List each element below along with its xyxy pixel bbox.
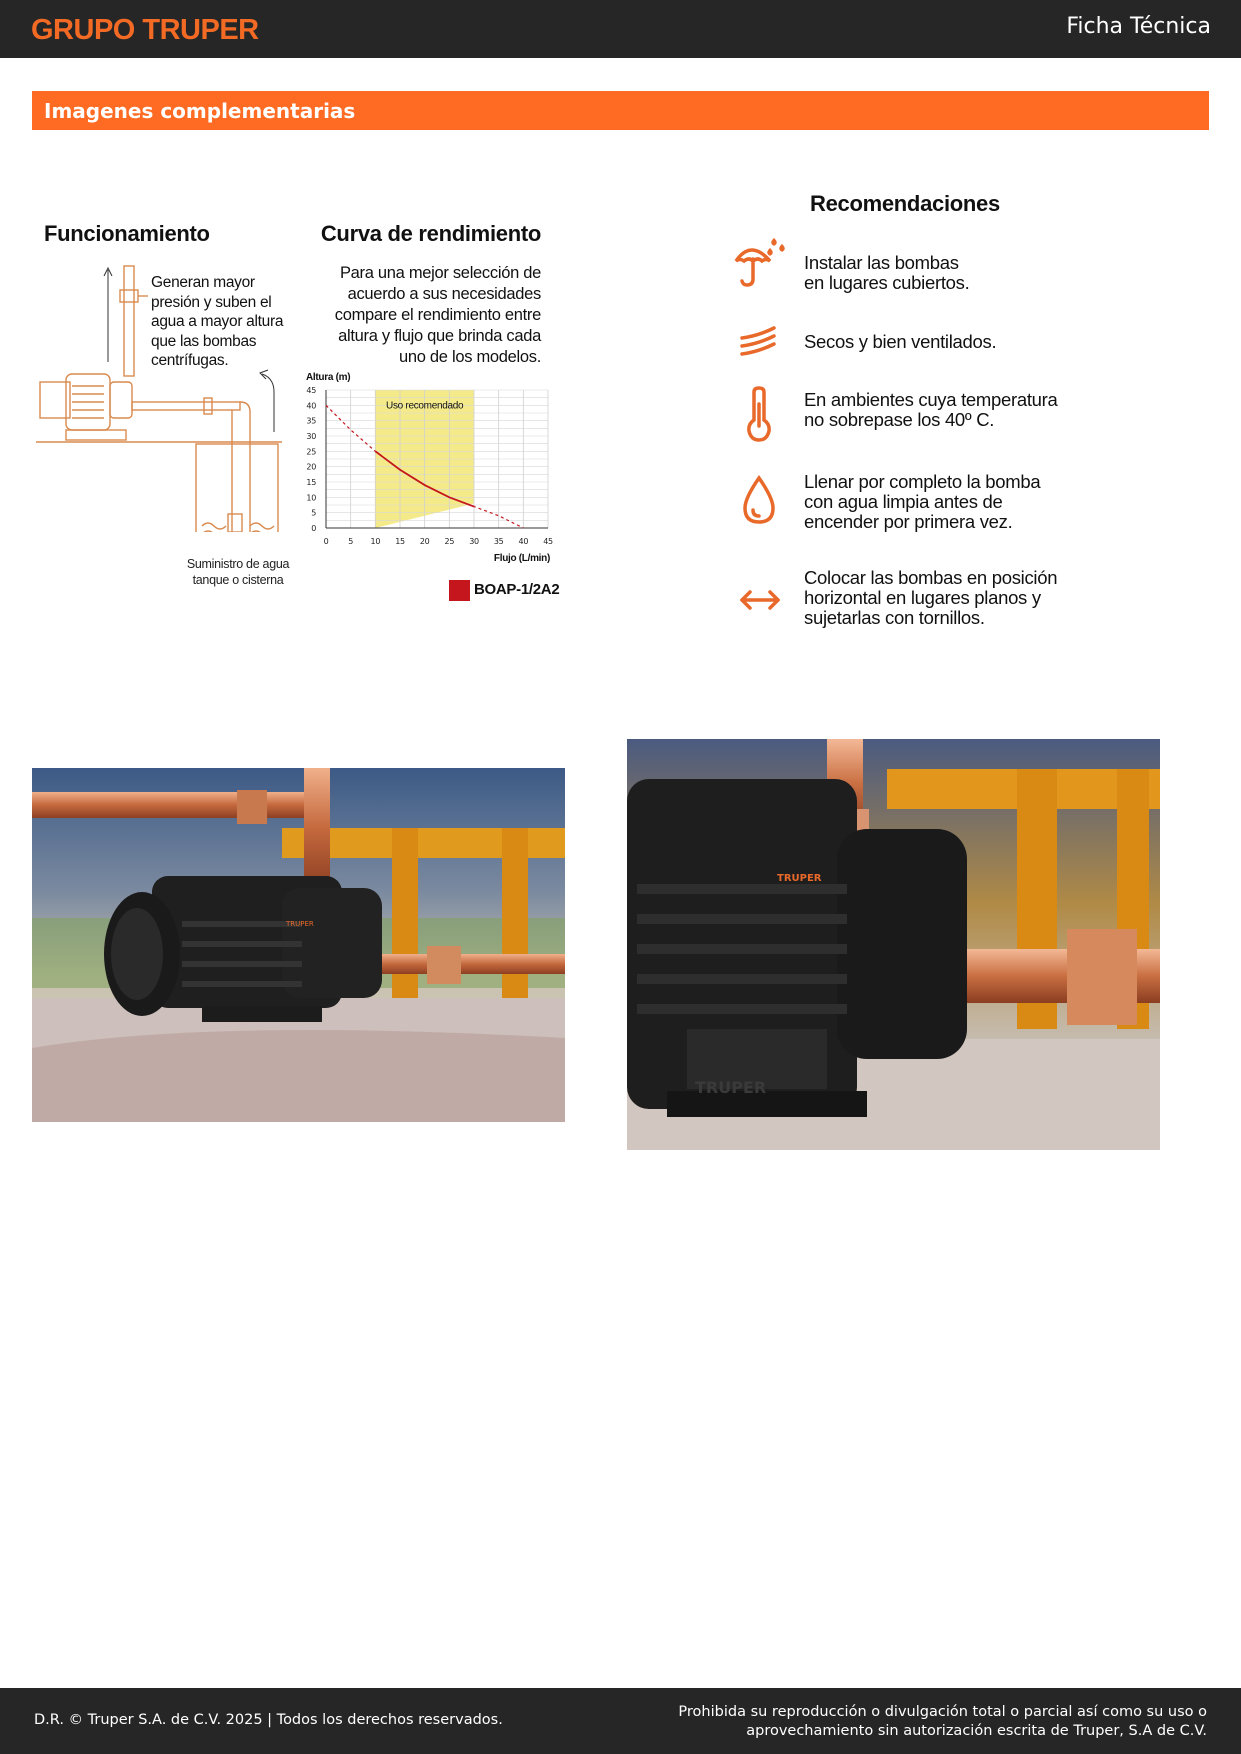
x-tick-label: 15 [395,537,405,546]
x-axis-label: Flujo (L/min) [493,553,550,564]
y-tick-label: 30 [306,432,316,441]
page-header [0,0,1241,58]
document-title: Ficha Técnica [1066,14,1211,39]
footer-disclaimer: Prohibida su reproducción o divulgación total o parcial así como su uso o aprovechamiento sin autorización escrita de Truper, S.A de C.V. [678,1704,1207,1739]
recommendation-text: Instalar las bombas en lugares cubiertos. [804,252,970,293]
funcionamiento-description: Generan mayor presión y suben el agua a mayor altura que las bombas centrífugas. [151,274,284,369]
y-tick-label: 35 [306,416,316,426]
caption-line-2: tanque o cisterna [192,573,284,587]
section-title: Imagenes complementarias [44,99,356,123]
photo-body-mark: TRUPER [695,1078,767,1097]
product-photo-right [627,739,1160,1150]
footer-copyright: D.R. © Truper S.A. de C.V. 2025 | Todos los derechos reservados. [34,1712,503,1728]
water-drop-icon [730,472,788,530]
x-tick-label: 10 [370,537,381,546]
product-photo-left-image [32,768,565,1122]
performance-chart [300,368,556,568]
legend-swatch [449,580,470,601]
legend-label: BOAP-1/2A2 [474,581,560,598]
recommendation-text: Llenar por completo la bomba con agua limpia antes de encender por primera vez. [804,471,1041,532]
y-tick-label: 5 [311,508,316,518]
x-tick-label: 20 [419,537,430,546]
page-footer [0,1688,1241,1754]
curva-title: Curva de rendimiento [320,221,541,246]
x-tick-label: 0 [323,537,329,546]
x-tick-label: 25 [444,537,455,546]
ventilation-icon [730,314,788,372]
section-header-bar [32,91,1209,130]
y-tick-label: 15 [306,478,316,487]
y-tick-label: 10 [306,493,316,503]
y-tick-label: 25 [306,447,316,457]
y-tick-label: 40 [306,401,316,411]
y-axis-label: Altura (m) [306,372,351,383]
product-photo-left [32,768,565,1122]
thermometer-icon [730,384,788,442]
photo-brand-tag: TRUPER [286,920,314,928]
recomendaciones-title: Recomendaciones [810,191,1000,216]
photo-brand-tag: TRUPER [777,873,822,884]
brand-logo: GRUPO TRUPER [31,14,259,46]
recommended-annotation: Uso recomendado [386,400,464,412]
horizontal-arrows-icon [730,571,788,629]
x-tick-label: 40 [518,537,529,546]
product-photo-right-image [627,739,1160,1150]
x-tick-label: 45 [543,537,553,546]
caption-line-1: Suministro de agua [186,557,290,571]
umbrella-icon [730,231,788,289]
funcionamiento-title: Funcionamiento [44,221,210,246]
x-tick-label: 35 [493,537,504,546]
recommendation-text: En ambientes cuya temperatura no sobrepase los 40º C. [804,389,1058,430]
funcionamiento-caption [168,556,308,588]
x-tick-label: 5 [348,537,354,546]
x-tick-label: 30 [469,537,479,546]
y-tick-label: 45 [306,386,316,395]
y-tick-label: 0 [311,524,316,533]
recommendation-text: Colocar las bombas en posición horizontal en lugares planos y sujetarlas con tornillos. [804,567,1058,628]
curva-description: Para una mejor selección de acuerdo a sus necesidades compare el rendimiento entre altura y flujo que brinda cada uno de los modelos. [334,264,541,366]
recommendation-text: Secos y bien ventilados. [804,331,997,352]
y-tick-label: 20 [306,462,316,472]
